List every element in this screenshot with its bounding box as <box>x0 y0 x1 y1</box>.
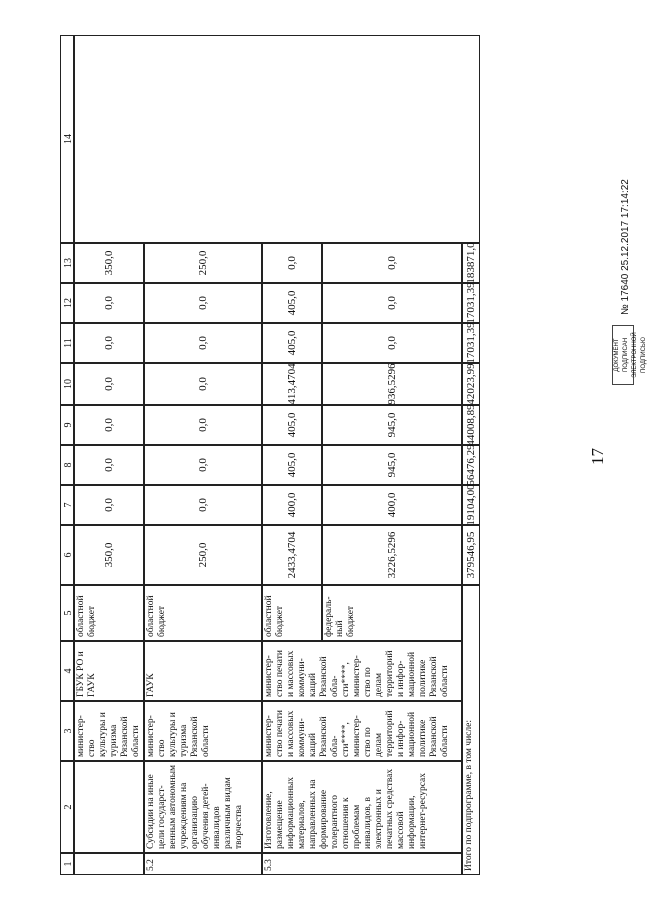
total-y5: 17031,39 <box>462 323 480 363</box>
row1-col2 <box>74 761 144 853</box>
header-col-1: 1 <box>60 853 74 875</box>
row2-y3: 0,0 <box>144 405 262 445</box>
row2-y2: 0,0 <box>144 445 262 485</box>
total-y7: 183871,0 <box>462 243 480 283</box>
row1-y6: 0,0 <box>74 283 144 323</box>
header-col-14: 14 <box>60 35 74 243</box>
row2-y4: 0,0 <box>144 363 262 405</box>
row1-y7: 350,0 <box>74 243 144 283</box>
row3a-y2: 405,0 <box>262 445 322 485</box>
header-col-8: 8 <box>60 445 74 485</box>
row3a-y4: 413,4704 <box>262 363 322 405</box>
row3a-total: 2433,4704 <box>262 525 322 585</box>
row1-participant: ГБУК РО и ГАУК <box>74 641 144 701</box>
total-y3: 44008,89 <box>462 405 480 445</box>
header-col-10: 10 <box>60 363 74 405</box>
row1-y5: 0,0 <box>74 323 144 363</box>
header-col-13: 13 <box>60 243 74 283</box>
signature-stamp: ДОКУМЕНТ ПОДПИСАН ЭЛЕКТРОННОЙ ПОДПИСЬЮ <box>612 325 634 385</box>
row2-number: 5.2 <box>144 853 262 875</box>
row1-source: областной бюджет <box>74 585 144 641</box>
row3b-y6: 0,0 <box>322 283 462 323</box>
row2-y1: 0,0 <box>144 485 262 525</box>
row3a-y6: 405,0 <box>262 283 322 323</box>
row2-y5: 0,0 <box>144 323 262 363</box>
row3-participant: министер-ство печати и массовых коммуни-каций Рязанской обла-сти****, министер-ство по делам территорий и инфор-мационной политике Рязанской области <box>262 641 462 701</box>
row3a-y5: 405,0 <box>262 323 322 363</box>
document-footer: № 17640 25.12.2017 17:14:22 <box>620 179 631 315</box>
row3b-y1: 400,0 <box>322 485 462 525</box>
row1-total: 350,0 <box>74 525 144 585</box>
program-table <box>60 35 480 875</box>
header-col-7: 7 <box>60 485 74 525</box>
header-col-9: 9 <box>60 405 74 445</box>
total-y6: 17031,39 <box>462 283 480 323</box>
total-y4: 42023,99 <box>462 363 480 405</box>
row1-y4: 0,0 <box>74 363 144 405</box>
row2-participant: ГАУК <box>144 641 262 701</box>
row3b-y2: 945,0 <box>322 445 462 485</box>
header-col-5: 5 <box>60 585 74 641</box>
row3b-source: федераль-ный бюджет <box>322 585 462 641</box>
row1-executor: министер-ство культуры и туризма Рязанской области <box>74 701 144 761</box>
total-sum: 379546,95 <box>462 525 480 585</box>
row3-executor: министер-ство печати и массовых коммуни-каций Рязанской обла-сти****, министер-ство по делам территорий и инфор-мационной политике Рязанской области <box>262 701 462 761</box>
row2-executor: министер-ство культуры и туризма Рязанской области <box>144 701 262 761</box>
header-col-2: 2 <box>60 761 74 853</box>
header-col-12: 12 <box>60 283 74 323</box>
row3a-source: областной бюджет <box>262 585 322 641</box>
header-col-11: 11 <box>60 323 74 363</box>
row3b-y5: 0,0 <box>322 323 462 363</box>
row3b-y7: 0,0 <box>322 243 462 283</box>
row2-y6: 0,0 <box>144 283 262 323</box>
row3b-total: 3226,5296 <box>322 525 462 585</box>
header-col-3: 3 <box>60 701 74 761</box>
row2-total: 250,0 <box>144 525 262 585</box>
row3a-y3: 405,0 <box>262 405 322 445</box>
row3b-y3: 945,0 <box>322 405 462 445</box>
col14-merged <box>74 35 480 243</box>
page-number: 17 <box>588 448 607 465</box>
row3a-y1: 400,0 <box>262 485 322 525</box>
row2-source: областной бюджет <box>144 585 262 641</box>
row2-y7: 250,0 <box>144 243 262 283</box>
row1-y2: 0,0 <box>74 445 144 485</box>
row3a-y7: 0,0 <box>262 243 322 283</box>
total-y1: 19104,00 <box>462 485 480 525</box>
header-col-4: 4 <box>60 641 74 701</box>
row3-number: 5.3 <box>262 853 462 875</box>
row3b-y4: 936,5296 <box>322 363 462 405</box>
row3-name: Изготовление, размещение информационных материалов, направленных на формирование толерантного отношения к проблемам инвалидов, в электронных и печатных средствах массовой информации, интернет-ресурсах <box>262 761 462 853</box>
row2-name: Субсидии на иные цели государст-венным автономным учреждениям на организацию обучения детей-инвалидов различным видам творчества <box>144 761 262 853</box>
row1-col1 <box>74 853 144 875</box>
row1-y1: 0,0 <box>74 485 144 525</box>
total-label: Итого по подпрограмме, в том числе: <box>462 585 480 875</box>
row1-y3: 0,0 <box>74 405 144 445</box>
total-y2: 56476,29 <box>462 445 480 485</box>
header-col-6: 6 <box>60 525 74 585</box>
